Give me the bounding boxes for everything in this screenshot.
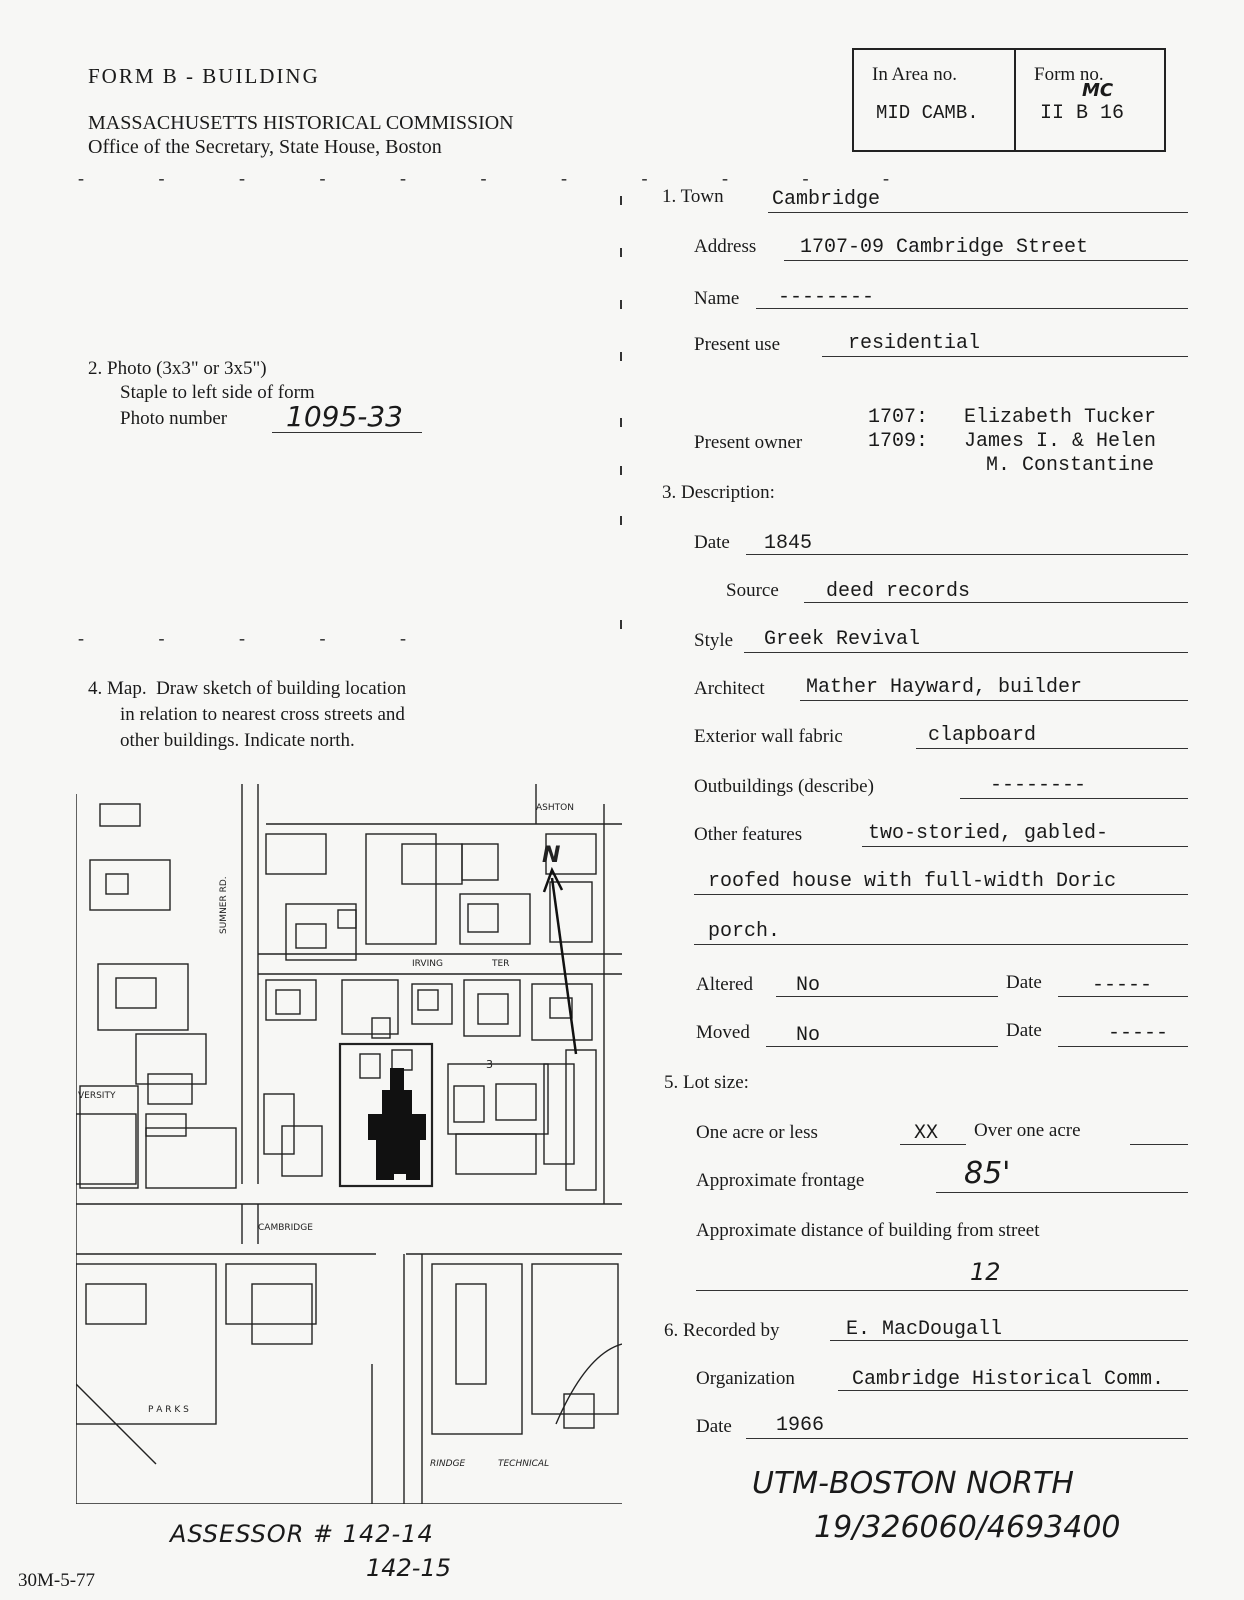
name-value: -------- — [778, 286, 875, 309]
present-use-label: Present use — [694, 334, 781, 355]
agency-name: MASSACHUSETTS HISTORICAL COMMISSION — [88, 112, 514, 134]
source-value: deed records — [826, 580, 971, 603]
owner-line-1: 1707: Elizabeth Tucker — [868, 406, 1157, 429]
present-owner-label: Present owner — [694, 432, 803, 453]
form-no-label: Form no. — [1034, 64, 1104, 85]
street-label-ter: TER — [492, 959, 510, 969]
assessor-number: ASSESSOR # 142-14 — [170, 1520, 434, 1548]
name-label: Name — [694, 288, 740, 309]
wall-fabric-value: clapboard — [928, 724, 1037, 747]
north-indicator: N — [542, 843, 561, 868]
owner-line-2: 1709: James I. & Helen — [868, 430, 1157, 453]
present-use-value: residential — [848, 332, 981, 355]
map-label-lot-number: 3 — [486, 1058, 493, 1071]
organization-label: Organization — [696, 1368, 795, 1389]
architect-value: Mather Hayward, builder — [806, 676, 1083, 699]
area-value: MID CAMB. — [876, 102, 979, 124]
form-no-value: II B 16 — [1040, 102, 1125, 125]
source-label: Source — [726, 580, 779, 601]
other-features-line-1: two-storied, gabled- — [868, 822, 1109, 845]
altered-date-label: Date — [1006, 972, 1042, 993]
altered-label: Altered — [696, 974, 753, 995]
owner-line-3: M. Constantine — [986, 454, 1155, 477]
other-features-line-2: roofed house with full-width Doric — [708, 870, 1117, 893]
style-label: Style — [694, 630, 734, 651]
street-label-cambridge: CAMBRIDGE — [258, 1223, 313, 1233]
form-title: FORM B - BUILDING — [88, 64, 320, 88]
recorded-date-label: Date — [696, 1416, 732, 1437]
street-label-technical: TECHNICAL — [498, 1459, 550, 1469]
photo-number-value: 1095-33 — [286, 400, 403, 433]
photo-label: 2. Photo (3x3" or 3x5") — [88, 358, 267, 379]
recorded-by-value: E. MacDougall — [846, 1318, 1003, 1341]
date-label: Date — [694, 532, 730, 553]
frontage-value: 85' — [964, 1156, 1011, 1191]
altered-value: No — [796, 974, 821, 997]
area-label: In Area no. — [872, 64, 957, 85]
address-value: 1707-09 Cambridge Street — [800, 236, 1089, 259]
town-label: 1. Town — [662, 186, 724, 207]
description-label: 3. Description: — [662, 482, 775, 503]
area-form-box — [852, 48, 1166, 152]
form-no-handwritten: MC — [1082, 80, 1114, 101]
photo-staple-note: Staple to left side of form — [120, 382, 315, 403]
other-features-label: Other features — [694, 824, 803, 845]
street-label-rindge: RINDGE — [430, 1459, 466, 1469]
organization-value: Cambridge Historical Comm. — [852, 1368, 1165, 1391]
town-value: Cambridge — [772, 188, 881, 211]
moved-label: Moved — [696, 1022, 750, 1043]
one-acre-label: One acre or less — [696, 1122, 818, 1143]
recorded-date-value: 1966 — [776, 1414, 825, 1437]
utm-label: UTM-BOSTON NORTH — [752, 1466, 1074, 1501]
one-acre-value: XX — [914, 1122, 939, 1145]
lot-size-label: 5. Lot size: — [664, 1072, 749, 1093]
frontage-label: Approximate frontage — [696, 1170, 865, 1191]
over-one-acre-label: Over one acre — [974, 1120, 1081, 1141]
form-code: 30M-5-77 — [18, 1570, 96, 1591]
location-map — [76, 764, 622, 1504]
style-value: Greek Revival — [764, 628, 921, 651]
map-instructions-3: other buildings. Indicate north. — [120, 730, 355, 751]
outbuildings-value: -------- — [990, 774, 1087, 797]
other-features-line-3: porch. — [708, 920, 781, 943]
office-name: Office of the Secretary, State House, Boston — [88, 136, 442, 158]
wall-fabric-label: Exterior wall fabric — [694, 726, 843, 747]
map-instructions-1: 4. Map. Draw sketch of building location — [88, 678, 407, 699]
map-instructions-2: in relation to nearest cross streets and — [120, 704, 405, 725]
dash-separator: - - - - - — [78, 628, 441, 648]
street-label-sumner: SUMNER RD. — [219, 876, 229, 934]
altered-date-value: ----- — [1092, 974, 1153, 997]
photo-number-label: Photo number — [120, 408, 228, 429]
distance-value: 12 — [970, 1258, 1001, 1286]
map-label-parks: P A R K S — [148, 1405, 189, 1415]
moved-date-value: ----- — [1108, 1022, 1169, 1045]
dash-separator: - - - - - - - - - - - — [78, 168, 924, 188]
moved-value: No — [796, 1024, 821, 1047]
address-label: Address — [694, 236, 757, 257]
distance-label: Approximate distance of building from street — [696, 1220, 1040, 1241]
recorded-by-label: 6. Recorded by — [664, 1320, 780, 1341]
street-label-irving: IRVING — [412, 959, 443, 969]
assessor-number-2: 142-15 — [366, 1554, 452, 1582]
architect-label: Architect — [694, 678, 765, 699]
street-label-ashton: ASHTON — [536, 803, 574, 813]
moved-date-label: Date — [1006, 1020, 1042, 1041]
date-value: 1845 — [764, 532, 813, 555]
utm-value: 19/326060/4693400 — [814, 1510, 1121, 1545]
outbuildings-label: Outbuildings (describe) — [694, 776, 874, 797]
map-label-versity: VERSITY — [78, 1091, 116, 1101]
